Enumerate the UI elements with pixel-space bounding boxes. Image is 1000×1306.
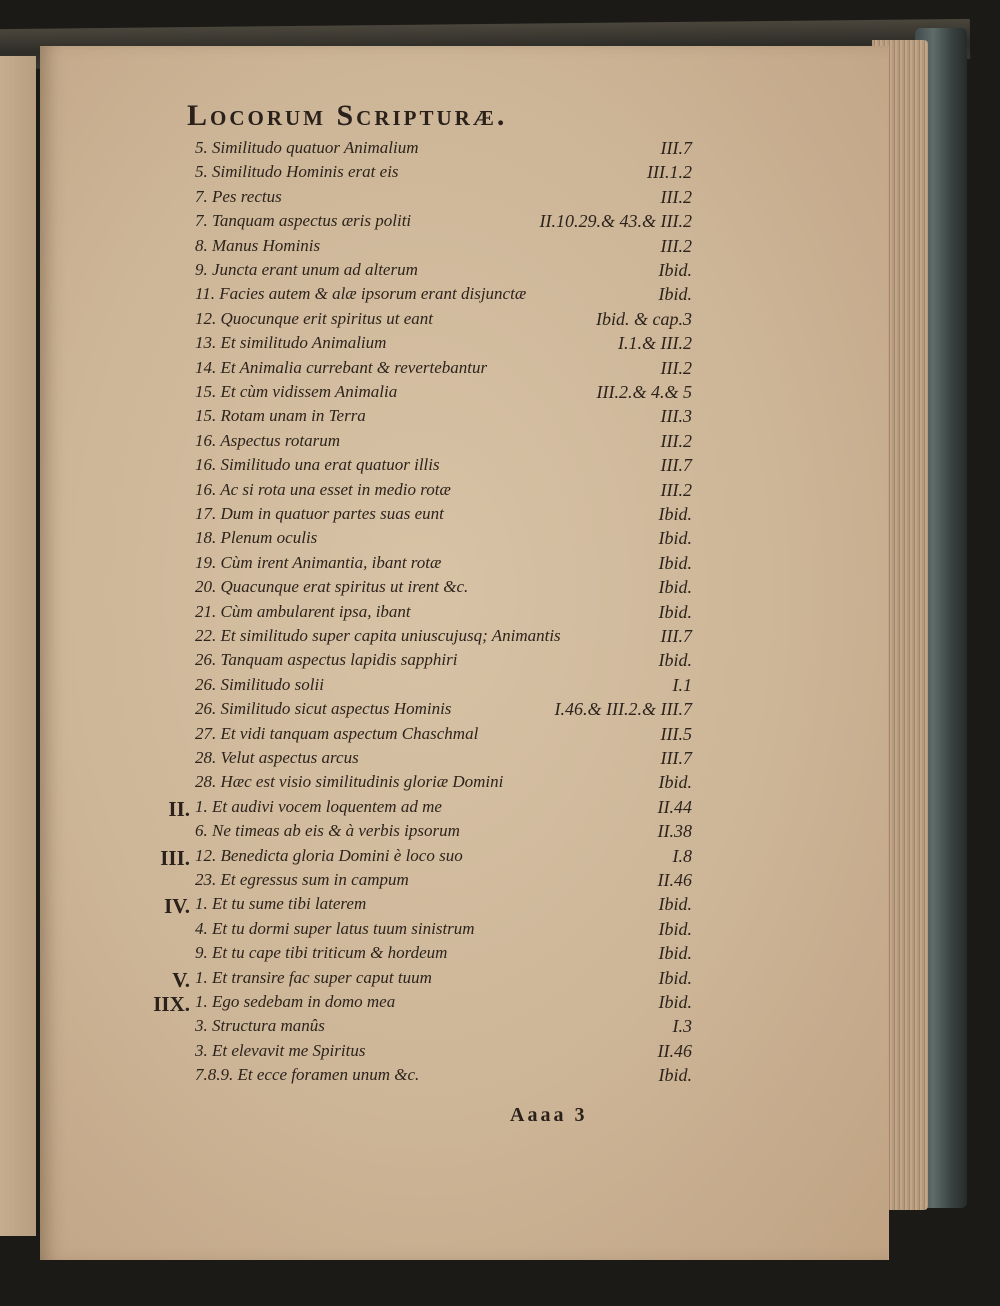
index-row [40, 162, 888, 186]
reference: Ibid. [658, 772, 692, 793]
reference: III.2 [660, 479, 692, 500]
index-row [40, 1065, 888, 1089]
index-row [40, 1016, 888, 1040]
index-row [40, 504, 888, 528]
index-row [40, 553, 888, 577]
reference: I.1.& III.2 [618, 333, 692, 354]
reference: III.2 [660, 235, 692, 256]
index-entries [40, 46, 888, 1260]
reference: I.46.& III.2.& III.7 [554, 699, 692, 720]
reference: III.7 [660, 626, 692, 646]
index-row [40, 431, 888, 455]
verse-text: 12. Benedicta gloria Domini è loco suo [195, 845, 463, 865]
index-row [40, 748, 888, 772]
index-row [40, 406, 888, 430]
reference: Ibid. [658, 943, 692, 964]
reference: Ibid. [658, 967, 692, 988]
verse-text: 1. Et tu sume tibi laterem [195, 894, 367, 914]
reference: Ibid. [658, 528, 692, 549]
verse-text: 9. Juncta erant unum ad alterum [195, 260, 418, 279]
index-row [40, 1041, 888, 1065]
reference: III.3 [660, 406, 692, 427]
reference: Ibid. [658, 260, 692, 280]
reference: III.7 [660, 455, 692, 476]
reference: III.7 [660, 748, 692, 768]
index-row [40, 870, 888, 894]
verse-text: 15. Rotam unam in Terra [195, 406, 366, 426]
verse-text: 1. Ego sedebam in domo mea [195, 992, 396, 1011]
verse-text: 5. Similitudo quatuor Animalium [195, 138, 419, 157]
chapter-number: II. [168, 796, 190, 821]
verse-text: 19. Cùm irent Animantia, ibant rotæ [195, 552, 442, 572]
reference: III.2.& 4.& 5 [596, 382, 692, 402]
reference: III.2 [660, 186, 692, 207]
verse-text: 15. Et cùm vidissem Animalia [195, 382, 398, 401]
reference: Ibid. [658, 504, 692, 524]
verse-text: 20. Quacunque erat spiritus ut irent &c. [195, 577, 469, 597]
verse-text: 6. Ne timeas ab eis & à verbis ipsorum [195, 821, 460, 841]
verse-text: 4. Et tu dormi super latus tuum sinistrum [195, 918, 475, 938]
index-row [40, 894, 888, 918]
verse-text: 7. Pes rectus [195, 186, 282, 206]
verse-text: 1. Et audivi vocem loquentem ad me [195, 796, 442, 816]
verse-text: 3. Et elevavit me Spiritus [195, 1040, 366, 1060]
reference: III.7 [660, 138, 692, 158]
verse-text: 9. Et tu cape tibi triticum & hordeum [195, 943, 448, 963]
verse-text: 3. Structura manûs [195, 1016, 325, 1036]
verse-text: 26. Tanquam aspectus lapidis sapphiri [195, 650, 458, 670]
index-row [40, 480, 888, 504]
index-row [40, 333, 888, 357]
chapter-number: IV. [164, 894, 190, 919]
reference: I.8 [672, 845, 692, 866]
book-page [40, 46, 889, 1260]
index-row [40, 797, 888, 821]
index-row [40, 846, 888, 870]
verse-text: 17. Dum in quatuor partes suas eunt [195, 504, 444, 523]
verse-text: 26. Similitudo sicut aspectus Hominis [195, 699, 452, 719]
index-row [40, 211, 888, 235]
index-row [40, 284, 888, 308]
reference: Ibid. [658, 284, 692, 305]
verse-text: 11. Facies autem & alæ ipsorum erant disjunctæ [195, 284, 527, 304]
reference: II.44 [657, 796, 692, 817]
index-row [40, 821, 888, 845]
verse-text: 27. Et vidi tanquam aspectum Chaschmal [195, 723, 479, 743]
index-row [40, 724, 888, 748]
reference: Ibid. [658, 918, 692, 939]
index-row [40, 138, 888, 162]
index-row [40, 943, 888, 967]
index-row [40, 577, 888, 601]
index-row [40, 455, 888, 479]
index-row [40, 650, 888, 674]
index-row [40, 309, 888, 333]
index-row [40, 626, 888, 650]
verse-text: 28. Hæc est visio similitudinis gloriæ Domini [195, 772, 504, 792]
reference: Ibid. [658, 992, 692, 1012]
reference: III.2 [660, 357, 692, 378]
reference: Ibid. & cap.3 [596, 308, 692, 329]
reference: III.1.2 [647, 162, 692, 183]
reference: Ibid. [658, 577, 692, 598]
index-row [40, 528, 888, 552]
verse-text: 21. Cùm ambularent ipsa, ibant [195, 601, 411, 621]
index-row [40, 382, 888, 406]
verse-text: 23. Et egressus sum in campum [195, 870, 409, 889]
reference: II.10.29.& 43.& III.2 [539, 211, 692, 232]
verse-text: 16. Similitudo una erat quatuor illis [195, 455, 440, 475]
page-heading: Locorum Scripturæ. [187, 99, 508, 132]
index-row [40, 968, 888, 992]
chapter-number: V. [172, 967, 190, 992]
verse-text: 13. Et similitudo Animalium [195, 333, 387, 353]
reference: II.38 [657, 821, 692, 842]
verse-text: 12. Quocunque erit spiritus ut eant [195, 308, 433, 328]
verse-text: 7.8.9. Et ecce foramen unum &c. [195, 1065, 420, 1085]
verse-text: 8. Manus Hominis [195, 235, 321, 255]
verse-text: 26. Similitudo solii [195, 674, 324, 694]
reference: III.2 [660, 430, 692, 451]
index-row [40, 675, 888, 699]
verse-text: 14. Et Animalia currebant & revertebantur [195, 357, 488, 377]
index-row [40, 236, 888, 260]
verse-text: 16. Aspectus rotarum [195, 430, 340, 450]
verse-text: 5. Similitudo Hominis erat eis [195, 162, 399, 182]
chapter-number: IIX. [153, 992, 190, 1016]
reference: II.46 [657, 870, 692, 890]
index-row [40, 919, 888, 943]
reference: I.3 [672, 1016, 692, 1037]
facing-page-edge [0, 56, 36, 1236]
index-row [40, 602, 888, 626]
reference: I.1 [672, 674, 692, 695]
verse-text: 28. Velut aspectus arcus [195, 748, 359, 767]
index-row [40, 699, 888, 723]
printer-signature: Aaaa 3 [510, 1104, 588, 1126]
reference: Ibid. [658, 650, 692, 671]
reference: Ibid. [658, 601, 692, 622]
verse-text: 18. Plenum oculis [195, 528, 318, 548]
verse-text: 7. Tanquam aspectus æris politi [195, 211, 412, 231]
verse-text: 1. Et transire fac super caput tuum [195, 967, 432, 987]
chapter-number: III. [160, 845, 190, 870]
index-row [40, 992, 888, 1016]
reference: III.5 [660, 723, 692, 744]
verse-text: 16. Ac si rota una esset in medio rotæ [195, 479, 451, 499]
index-row [40, 187, 888, 211]
verse-text: 22. Et similitudo super capita uniuscujusq; Animantis [195, 626, 561, 645]
index-row [40, 772, 888, 796]
index-row [40, 358, 888, 382]
reference: Ibid. [658, 894, 692, 915]
reference: Ibid. [658, 1065, 692, 1086]
reference: Ibid. [658, 552, 692, 573]
index-row [40, 260, 888, 284]
reference: II.46 [657, 1040, 692, 1061]
